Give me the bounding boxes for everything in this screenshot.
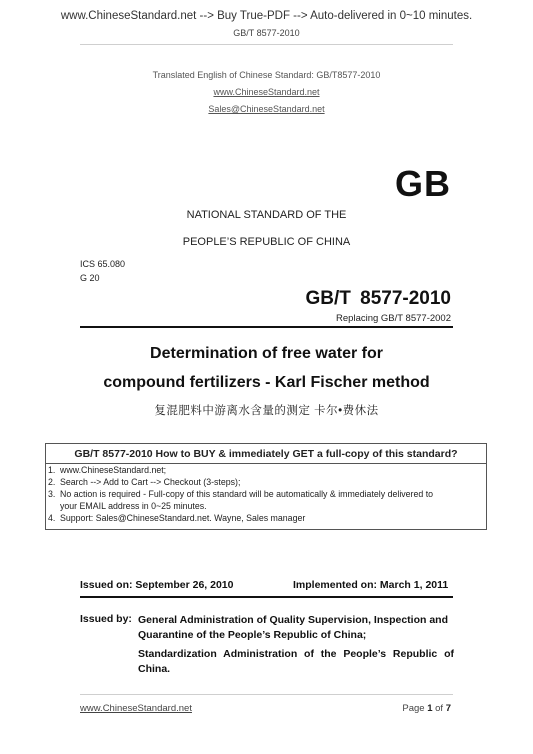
classification-code: G 20 (80, 273, 100, 283)
gb-logo: GB (395, 163, 451, 204)
issued-date: Issued on: September 26, 2010 (80, 579, 234, 591)
national-standard-line1: NATIONAL STANDARD OF THE (186, 209, 347, 221)
email-link[interactable]: Sales@ChineseStandard.net (208, 104, 325, 114)
header-standard-code: GB/T 8577-2010 (233, 28, 300, 38)
purchase-info-box (45, 443, 487, 530)
issuer-sac: Standardization Administration of the People’s Republic of China. (138, 648, 454, 675)
website-link[interactable]: www.ChineseStandard.net (213, 87, 320, 97)
header-divider (80, 44, 453, 45)
purchase-step: your EMAIL address in 0~25 minutes. (60, 501, 207, 511)
translation-note: Translated English of Chinese Standard: GB/T8577-2010 (152, 70, 381, 80)
implemented-date: Implemented on: March 1, 2011 (293, 579, 449, 591)
document-title-line2: compound fertilizers - Karl Fischer method (103, 374, 430, 391)
purchase-step: 2. Search --> Add to Cart --> Checkout (3-steps); (48, 477, 241, 487)
issuer-aqsiq: General Administration of Quality Supervision, Inspection and Quarantine of the People’s Republic of China; (138, 614, 448, 641)
footer-divider (80, 694, 453, 695)
purchase-step: 3. No action is required - Full-copy of this standard will be automatically & immediately delivered to (48, 489, 434, 499)
purchase-box-title: GB/T 8577-2010 How to BUY & immediately GET a full-copy of this standard? (74, 448, 458, 460)
dates-divider (80, 596, 453, 598)
ics-code: ICS 65.080 (80, 259, 126, 269)
issued-by-label: Issued by: (80, 613, 132, 625)
title-divider (80, 326, 453, 328)
document-title-chinese: 复混肥料中游离水含量的测定 卡尔•费休法 (154, 405, 379, 417)
footer-website-link[interactable]: www.ChineseStandard.net (80, 703, 192, 714)
purchase-step: 4. Support: Sales@ChineseStandard.net. Wayne, Sales manager (48, 513, 306, 523)
standard-number: GB/T 8577-2010 (305, 288, 451, 309)
document-title-line1: Determination of free water for (150, 345, 383, 362)
replacing-note: Replacing GB/T 8577-2002 (336, 313, 451, 324)
national-standard-line2: PEOPLE’S REPUBLIC OF CHINA (182, 236, 351, 248)
top-banner-text: www.ChineseStandard.net --> Buy True-PDF --> Auto-delivered in 0~10 minutes. (60, 10, 473, 22)
page-number: Page 1 of 7 (402, 703, 451, 714)
purchase-box-divider (46, 463, 486, 464)
purchase-step: 1. www.ChineseStandard.net; (48, 465, 167, 475)
